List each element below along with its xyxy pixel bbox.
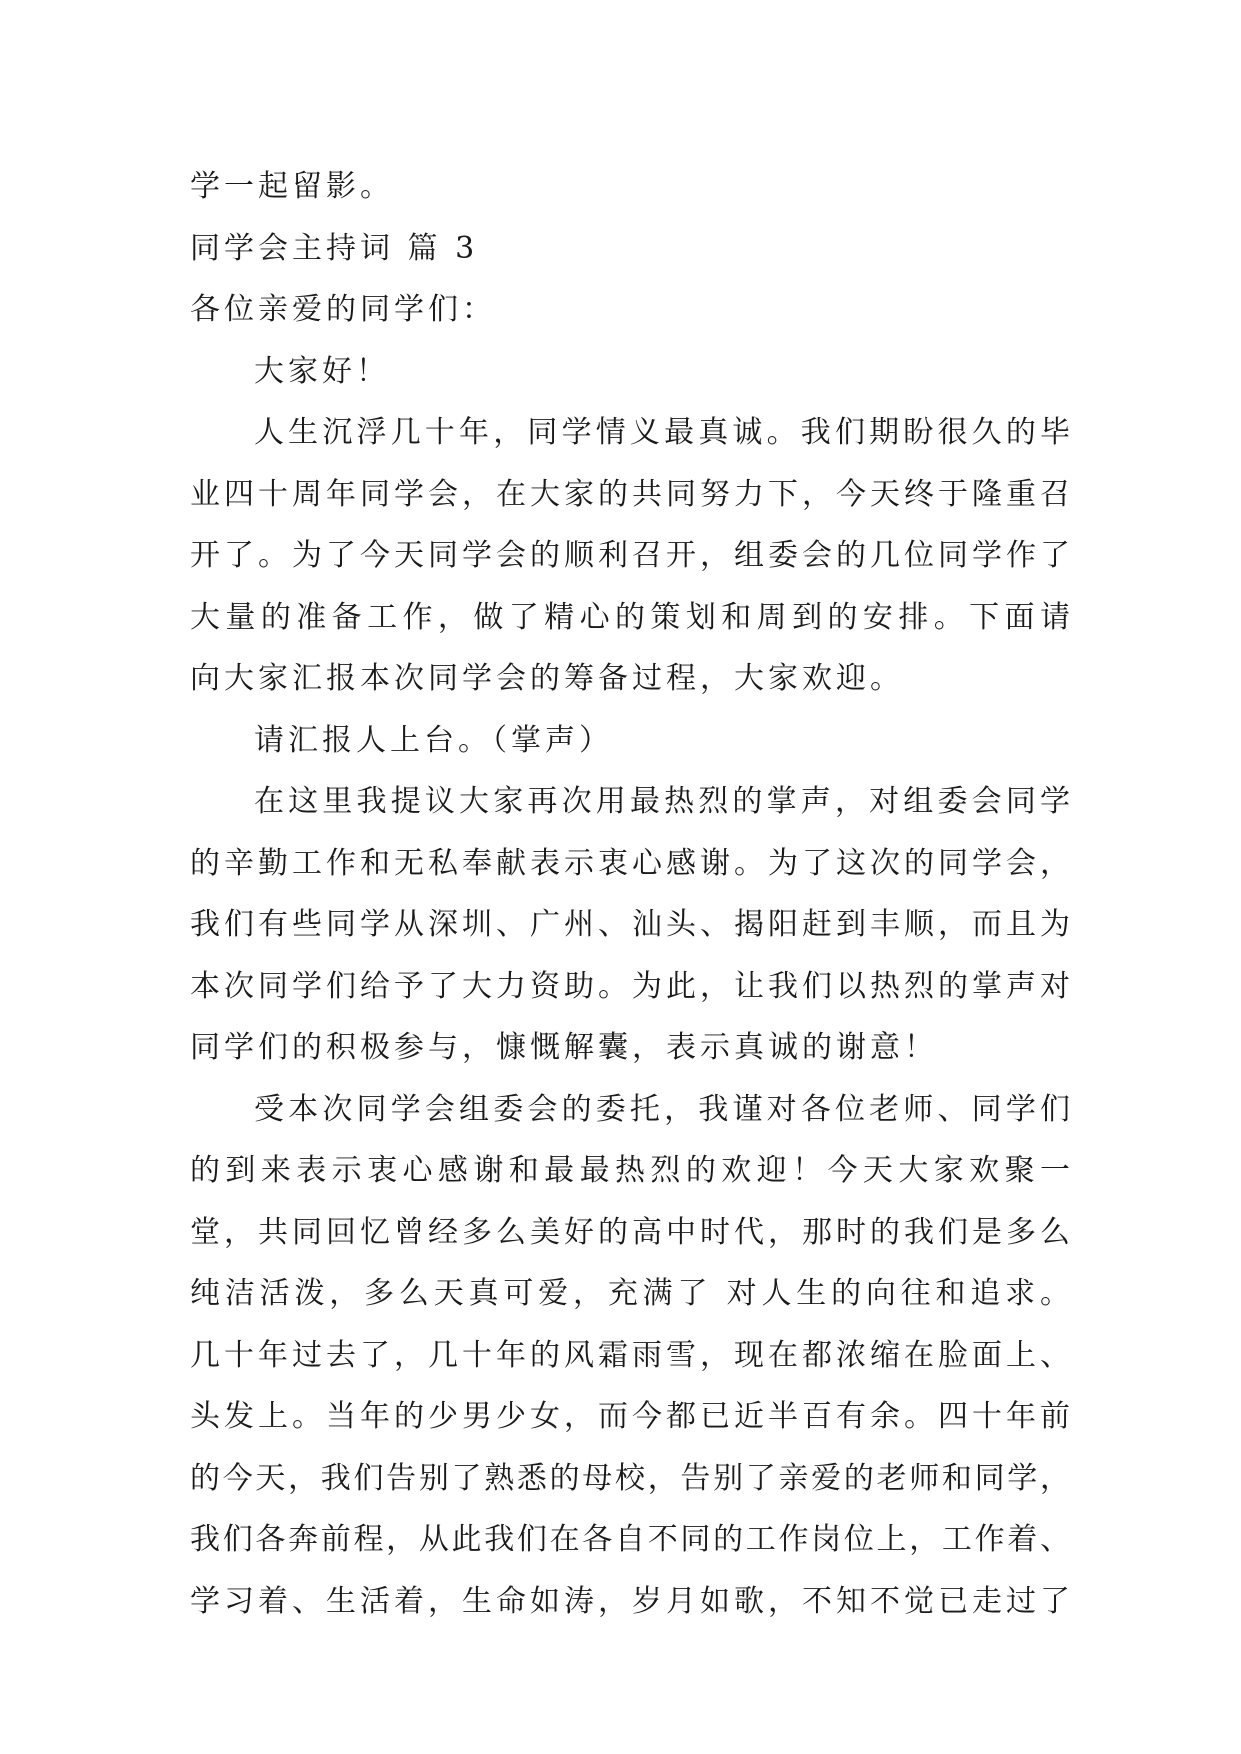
text-line: 我们各奔前程，从此我们在各自不同的工作岗位上，工作着、 [190,1522,1070,1557]
text-line: 同学们的积极参与，慷慨解囊，表示真诚的谢意！ [190,1030,938,1065]
text-line: 我们有些同学从深圳、广州、汕头、揭阳赶到丰顺，而且为 [190,907,1070,942]
text-line: 大量的准备工作，做了精心的策划和周到的安排。下面请 [190,599,1070,635]
text-line: 几十年过去了，几十年的风霜雨雪，现在都浓缩在脸面上、 [190,1337,1070,1373]
greeting: 大家好！ [254,353,390,389]
text-line: 开了。为了今天同学会的顺利召开，组委会的几位同学作了 [190,538,1070,573]
text-line: 请汇报人上台。（掌声） [254,722,613,758]
document-body [190,156,1070,1632]
text-line: 头发上。当年的少男少女，而今都已近半百有余。四十年前 [190,1399,1070,1434]
text-line: 人生沉浮几十年，同学情义最真诚。我们期盼很久的毕 [254,415,1070,450]
text-line: 学习着、生活着，生命如涛，岁月如歌，不知不觉已走过了 [190,1583,1070,1619]
text-line: 学一起留影。 [190,169,394,204]
text-line: 受本次同学会组委会的委托，我谨对各位老师、同学们 [254,1091,1070,1127]
text-line: 本次同学们给予了大力资助。为此，让我们以热烈的掌声对 [190,968,1070,1004]
text-line: 堂，共同回忆曾经多么美好的高中时代，那时的我们是多么 [190,1214,1070,1250]
salutation: 各位亲爱的同学们： [190,292,496,327]
text-line: 业四十周年同学会，在大家的共同努力下，今天终于隆重召 [190,476,1070,512]
section-heading: 同学会主持词 篇 3 [190,230,479,266]
text-line: 的辛勤工作和无私奉献表示衷心感谢。为了这次的同学会， [190,845,1070,881]
text-line: 向大家汇报本次同学会的筹备过程，大家欢迎。 [190,661,904,696]
text-line: 的到来表示衷心感谢和最最热烈的欢迎！今天大家欢聚一 [190,1153,1070,1188]
text-line: 的今天，我们告别了熟悉的母校，告别了亲爱的老师和同学， [190,1460,1070,1496]
text-line: 在这里我提议大家再次用最热烈的掌声，对组委会同学 [254,784,1070,819]
text-line: 纯洁活泼，多么天真可爱，充满了 对人生的向往和追求。 [190,1276,1070,1311]
